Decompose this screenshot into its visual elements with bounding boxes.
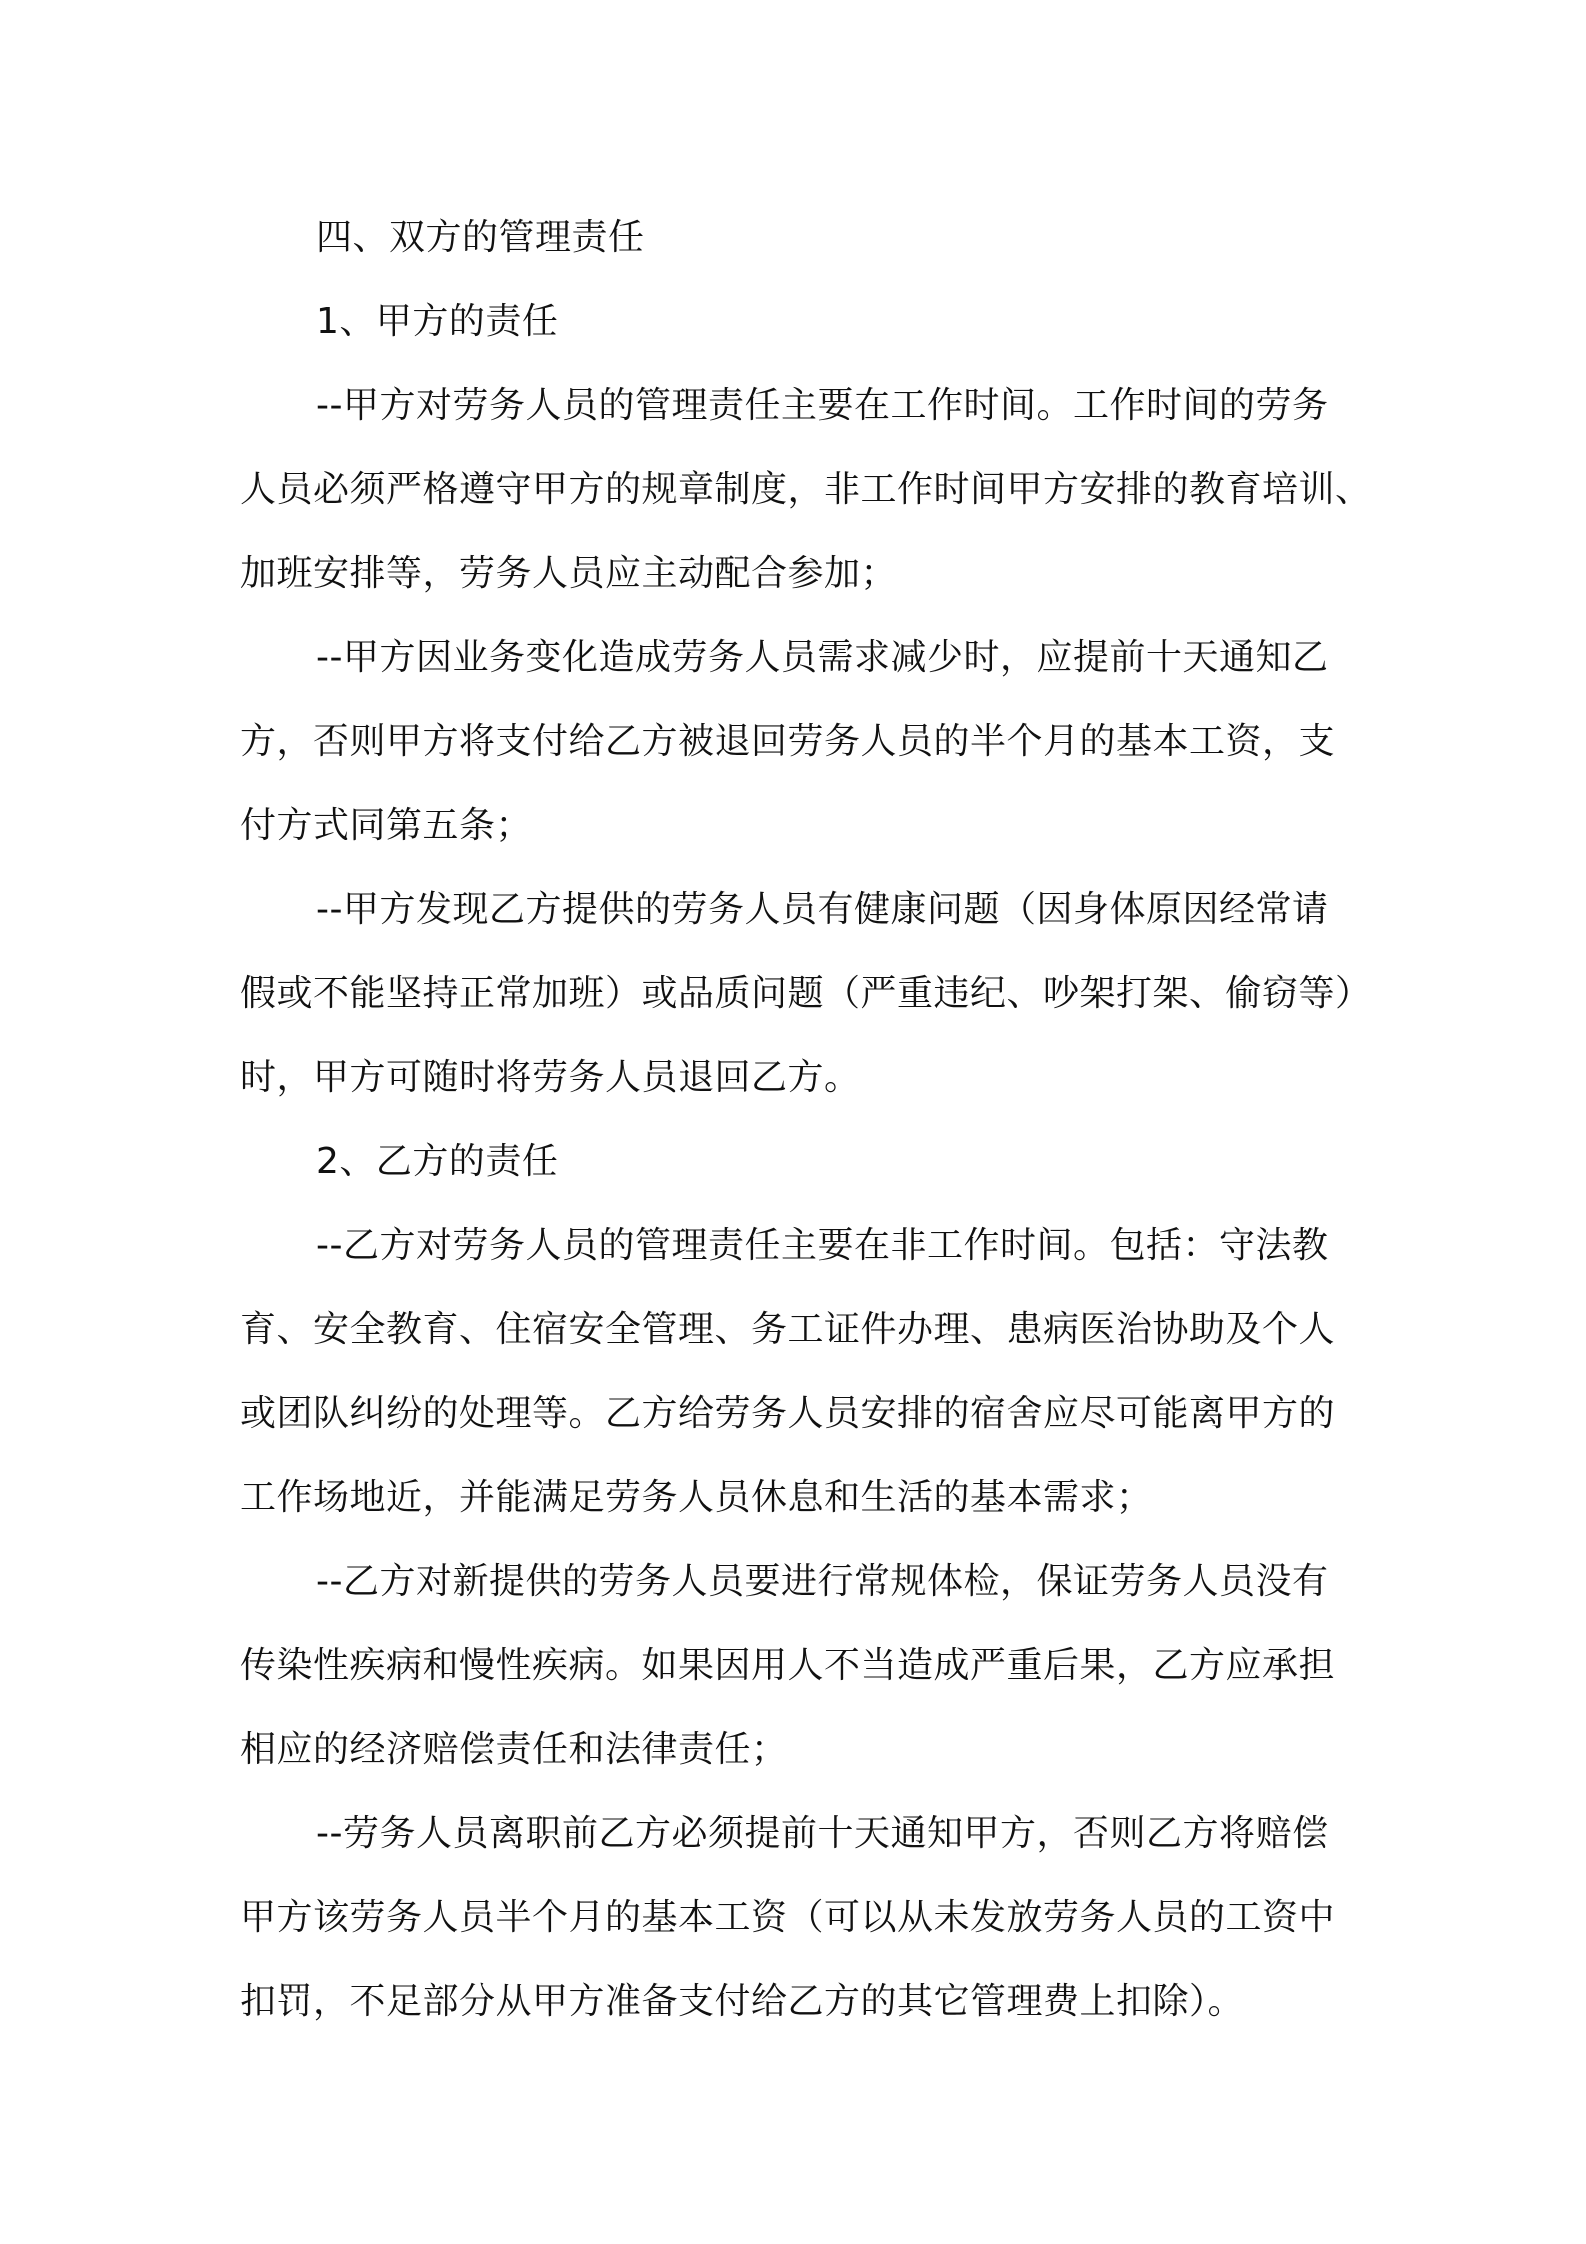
body-text-line: 传染性疾病和慢性疾病。如果因用人不当造成严重后果，乙方应承担 — [240, 1645, 1336, 1686]
body-text-line: --甲方对劳务人员的管理责任主要在工作时间。工作时间的劳务 — [316, 385, 1329, 426]
body-text-line: 加班安排等，劳务人员应主动配合参加； — [240, 553, 898, 594]
body-text-line: 付方式同第五条； — [240, 805, 533, 846]
body-text-line: 育、安全教育、住宿安全管理、务工证件办理、患病医治协助及个人 — [240, 1309, 1336, 1350]
body-text-line: 人员必须严格遵守甲方的规章制度，非工作时间甲方安排的教育培训、 — [240, 469, 1372, 510]
body-text-line: --劳务人员离职前乙方必须提前十天通知甲方，否则乙方将赔偿 — [316, 1813, 1329, 1854]
section-heading: 四、双方的管理责任 — [316, 217, 645, 258]
body-text-line: --甲方因业务变化造成劳务人员需求减少时，应提前十天通知乙 — [316, 637, 1329, 678]
body-text-line: 方，否则甲方将支付给乙方被退回劳务人员的半个月的基本工资，支 — [240, 721, 1336, 762]
body-text-line: --乙方对新提供的劳务人员要进行常规体检，保证劳务人员没有 — [316, 1561, 1329, 1602]
body-text-line: 工作场地近，并能满足劳务人员休息和生活的基本需求； — [240, 1477, 1153, 1518]
body-text-line: 或团队纠纷的处理等。乙方给劳务人员安排的宿舍应尽可能离甲方的 — [240, 1393, 1336, 1434]
body-text-line: --甲方发现乙方提供的劳务人员有健康问题（因身体原因经常请 — [316, 889, 1329, 930]
body-text-line: 时，甲方可随时将劳务人员退回乙方。 — [240, 1057, 861, 1098]
subsection-heading-party-b: 2、乙方的责任 — [316, 1141, 559, 1182]
document-page — [240, 196, 1372, 2044]
body-text-line: 甲方该劳务人员半个月的基本工资（可以从未发放劳务人员的工资中 — [240, 1897, 1336, 1938]
body-text-line: 扣罚，不足部分从甲方准备支付给乙方的其它管理费上扣除）。 — [240, 1981, 1245, 2022]
body-text-line: --乙方对劳务人员的管理责任主要在非工作时间。包括：守法教 — [316, 1225, 1329, 1266]
body-text-line: 相应的经济赔偿责任和法律责任； — [240, 1729, 788, 1770]
body-text-line: 假或不能坚持正常加班）或品质问题（严重违纪、吵架打架、偷窃等） — [240, 973, 1372, 1014]
subsection-heading-party-a: 1、甲方的责任 — [316, 301, 559, 342]
